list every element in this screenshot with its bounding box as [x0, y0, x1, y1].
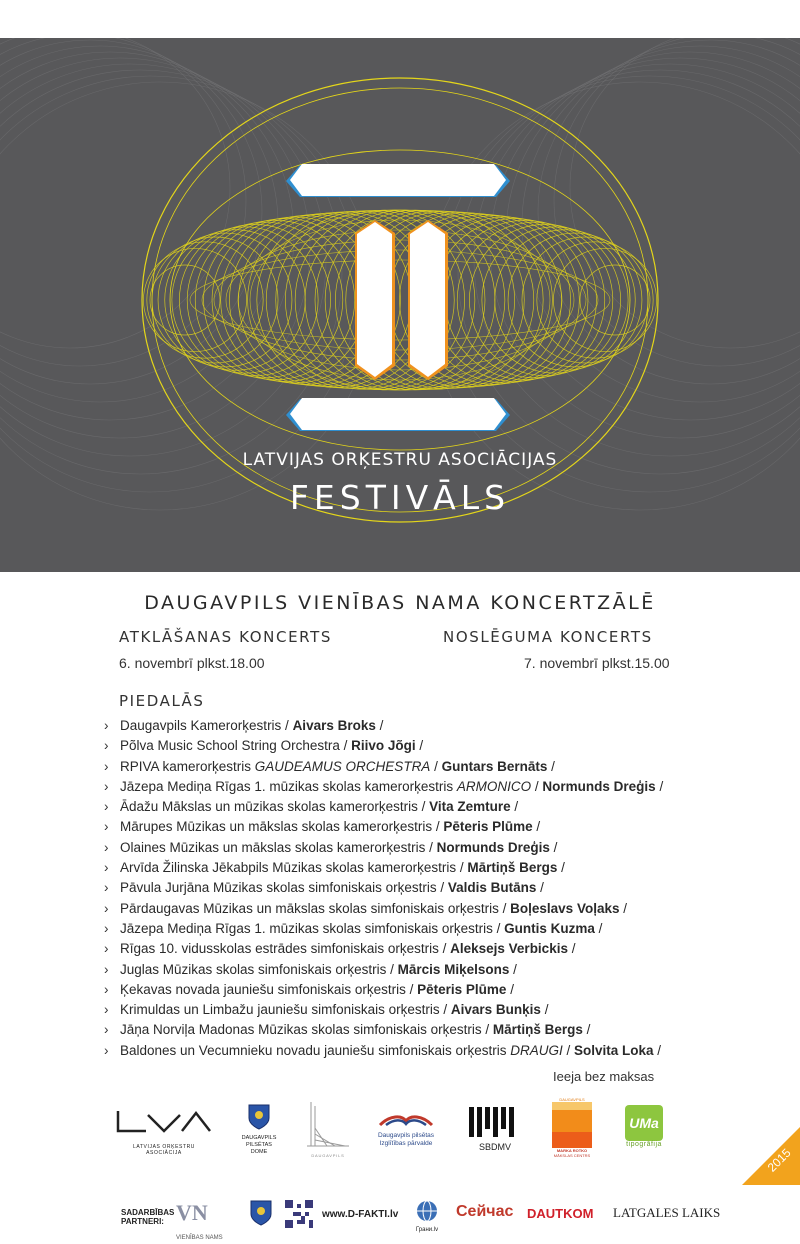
participant-item	[104, 777, 663, 797]
participant-item	[104, 858, 663, 878]
participant-conductor: Mārcis Miķelsons	[397, 961, 510, 977]
participant-trailing-slash: /	[619, 900, 627, 916]
numeral-bottom-bar	[290, 398, 506, 430]
participant-ensemble-name: DRAUGI	[510, 1042, 563, 1058]
chevron-right-icon: ›	[104, 1002, 109, 1018]
uma-mark: UMa	[625, 1105, 663, 1141]
participant-conductor: Pēteris Plūme	[443, 819, 533, 835]
participant-trailing-slash: /	[557, 860, 565, 876]
participant-conductor: Boļeslavs Voļaks	[510, 900, 620, 916]
participant-ensemble: Pāvula Jurjāna Mūzikas skolas simfoniskais orķestris /	[120, 880, 448, 896]
chevron-right-icon: ›	[104, 718, 109, 733]
participant-ensemble: Arvīda Žilinska Jēkabpils Mūzikas skolas kamerorķestris /	[120, 860, 468, 876]
chain-circle	[580, 265, 650, 335]
chevron-right-icon: ›	[104, 1042, 109, 1058]
globe-icon	[416, 1200, 438, 1222]
participant-conductor: Riivo Jõgi	[351, 738, 416, 754]
participant-conductor: Guntars Bernāts	[441, 758, 548, 774]
participant-ensemble: Pārdaugavas Mūzikas un mākslas skolas simfoniskais orķestris /	[120, 900, 511, 916]
participant-item	[104, 919, 663, 939]
participant-ensemble: Daugavpils Kamerorķestris /	[120, 718, 293, 733]
participant-item	[104, 797, 663, 817]
participant-trailing-slash: /	[582, 1022, 591, 1038]
participant-ensemble: Põlva Music School String Orchestra /	[120, 738, 352, 754]
latgales-laiks-logo: LATGALES LAIKS	[613, 1205, 721, 1220]
dome-logo	[239, 1104, 279, 1164]
rothko-top: DAUGAVPILS	[559, 1097, 585, 1102]
vienibas-nams-logo	[176, 1200, 238, 1241]
participant-item	[104, 939, 663, 959]
participant-conductor: Normunds Dreģis	[436, 839, 550, 855]
dautkom-logo: DAUTKOM	[527, 1206, 594, 1221]
izglitibas-caption-1: Daugavpils pilsētas	[377, 1132, 434, 1139]
participant-trailing-slash: /	[655, 778, 664, 794]
participant-trailing-slash: /	[567, 941, 576, 957]
year-badge	[742, 1125, 800, 1185]
participant-separator: /	[531, 778, 543, 794]
participant-trailing-slash: /	[415, 738, 424, 754]
book-icon	[376, 1109, 436, 1127]
chevron-right-icon: ›	[104, 819, 109, 835]
participant-trailing-slash: /	[506, 981, 514, 997]
chevron-right-icon: ›	[104, 799, 109, 815]
participant-conductor: Aleksejs Verbickis	[450, 941, 568, 957]
izglitibas-parvalde-logo	[370, 1109, 442, 1149]
participant-item	[104, 980, 663, 1000]
opening-concert-date: 6. novembrī plkst.18.00	[119, 655, 265, 671]
rothko-caption-1: MARKA ROTKO	[556, 1148, 588, 1153]
outer-ellipse	[152, 88, 648, 512]
chain-circle	[315, 210, 495, 390]
participant-conductor: Valdis Butāns	[447, 880, 537, 896]
daugavpils-caption: DAUGAVPILS	[311, 1153, 345, 1158]
loa-caption: LATVIJAS ORĶESTRU ASOCIĀCIJA	[132, 1144, 196, 1156]
background-ring	[490, 58, 800, 438]
participant-trailing-slash: /	[510, 799, 519, 815]
participant-ensemble: Krimuldas un Limbažu jauniešu simfoniskais orķestris /	[120, 1002, 451, 1018]
participant-ensemble-name: GAUDEAMUS ORCHESTRA	[254, 758, 431, 774]
daugavpils-city-logo	[305, 1100, 351, 1156]
dome-caption-3: DOME	[250, 1149, 268, 1155]
participant-separator: /	[430, 758, 442, 774]
participant-conductor: Mārtiņš Bergs	[467, 860, 558, 876]
festival-title: FESTIVĀLS	[289, 478, 511, 517]
chevron-right-icon: ›	[104, 860, 109, 876]
participant-ensemble: RPIVA kamerorķestris	[120, 758, 255, 774]
chain-circle	[165, 230, 306, 371]
participant-ensemble: Olaines Mūzikas un mākslas skolas kamerorķestris /	[120, 839, 437, 855]
participant-ensemble: Jāzepa Mediņa Rīgas 1. mūzikas skolas kamerorķestris	[120, 778, 457, 794]
participant-trailing-slash: /	[540, 1002, 549, 1018]
dome-caption-1: DAUGAVPILS	[241, 1135, 277, 1141]
chain-circle	[172, 227, 318, 373]
participant-conductor: Guntis Kuzma	[504, 920, 595, 936]
closing-concert-title: NOSLĒGUMA KONCERTS	[443, 628, 653, 646]
participant-item	[104, 736, 663, 756]
rothko-caption-2: MĀKSLAS CENTRS	[553, 1153, 591, 1158]
wave-ellipse	[202, 250, 598, 350]
participant-item	[104, 757, 663, 777]
entry-note: Ieeja bez maksas	[553, 1069, 655, 1084]
chevron-right-icon: ›	[104, 961, 109, 977]
participant-trailing-slash: /	[653, 1042, 662, 1058]
participant-ensemble: Jāņa Norviļa Madonas Mūzikas skolas simfoniskais orķestris /	[120, 1022, 493, 1038]
seichas-logo: Сейчас	[456, 1203, 514, 1220]
participant-ensemble: Rīgas 10. vidusskolas estrādes simfoniskais orķestris /	[120, 941, 451, 957]
dfakti-logo: www.D-FAKTI.lv	[322, 1209, 399, 1220]
vn-mark: VN	[176, 1200, 208, 1225]
venue-title: DAUGAVPILS VIENĪBAS NAMA KONCERTZĀLĒ	[144, 592, 656, 614]
wave-ellipse	[214, 240, 586, 360]
coat-of-arms-icon-small	[250, 1200, 272, 1226]
participant-item	[104, 1041, 663, 1061]
participants-title: PIEDALĀS	[119, 692, 205, 710]
grani-text: Грани.lv	[415, 1227, 439, 1233]
year-text: 2015	[764, 1145, 794, 1175]
numeral-left-pillar	[357, 222, 392, 377]
participants-list	[104, 716, 663, 1061]
wave-ellipse	[238, 220, 562, 380]
participant-trailing-slash: /	[375, 718, 384, 733]
participant-conductor: Aivars Broks	[292, 718, 376, 733]
chevron-right-icon: ›	[104, 738, 109, 754]
rothko-stripe-3	[552, 1132, 592, 1148]
participant-item	[104, 817, 663, 837]
participant-item	[104, 1020, 663, 1040]
participant-trailing-slash: /	[547, 758, 555, 774]
sbdmv-caption: SBDMV	[479, 1142, 512, 1152]
izglitibas-caption-2: Izglītības pārvalde	[379, 1140, 433, 1147]
uma-logo	[618, 1105, 670, 1155]
participant-ensemble-name: ARMONICO	[456, 778, 532, 794]
dome-caption-2: PILSĒTAS	[246, 1142, 272, 1148]
chevron-right-icon: ›	[104, 920, 109, 936]
chevron-right-icon: ›	[104, 981, 109, 997]
uma-caption: tipogrāfija	[626, 1141, 662, 1148]
piano-keys-icon	[469, 1107, 521, 1137]
organization-title: LATVIJAS ORĶESTRU ASOCIĀCIJAS	[242, 450, 558, 470]
participant-conductor: Vita Zemture	[429, 799, 511, 815]
coat-of-arms-icon	[248, 1104, 270, 1130]
qr-code-icon	[285, 1200, 313, 1228]
chain-circle	[257, 212, 433, 388]
city-skyline-icon	[305, 1100, 351, 1148]
chain-circle	[248, 213, 423, 388]
participant-separator: /	[562, 1042, 574, 1058]
participant-ensemble: Baldones un Vecumnieku novadu jauniešu simfoniskais orķestris	[120, 1042, 511, 1058]
wave-ellipse	[190, 260, 610, 340]
rothko-stripe-2	[552, 1110, 592, 1132]
closing-concert-date: 7. novembrī plkst.15.00	[524, 655, 670, 671]
chain-circle	[537, 242, 653, 358]
loa-logo	[116, 1107, 212, 1156]
loa-logo-mark	[116, 1107, 212, 1135]
chain-circle	[378, 213, 553, 388]
participant-ensemble: Juglas Mūzikas skolas simfoniskais orķestris /	[120, 961, 398, 977]
partners-label-2: PARTNERI:	[121, 1217, 164, 1226]
participant-trailing-slash: /	[536, 880, 544, 896]
vn-text: VIENĪBAS NAMS	[176, 1235, 223, 1241]
participant-ensemble: Ādažu Mākslas un mūzikas skolas kamerorķestris /	[120, 799, 430, 815]
participant-ensemble: Ķekavas novada jauniešu simfoniskais orķestris /	[120, 981, 418, 997]
participant-conductor: Solvita Loka	[574, 1042, 654, 1058]
chevron-right-icon: ›	[104, 758, 109, 774]
poster-header	[0, 38, 800, 572]
participant-ensemble: Mārupes Mūzikas un mākslas skolas kamerorķestris /	[120, 819, 444, 835]
participant-conductor: Mārtiņš Bergs	[492, 1022, 583, 1038]
participant-item	[104, 1000, 663, 1020]
chevron-right-icon: ›	[104, 778, 109, 794]
participant-conductor: Aivars Bunķis	[450, 1002, 541, 1018]
participant-item	[104, 960, 663, 980]
opening-concert-title: ATKLĀŠANAS KONCERTS	[119, 628, 332, 646]
participant-item	[104, 838, 663, 858]
qr-code	[285, 1200, 313, 1228]
participant-trailing-slash: /	[532, 819, 541, 835]
participant-item	[104, 878, 663, 898]
rothko-center-logo	[552, 1097, 592, 1161]
chevron-right-icon: ›	[104, 839, 109, 855]
numeral-top-bar	[290, 164, 506, 196]
chain-circle	[147, 242, 263, 358]
rothko-stripe-1	[552, 1102, 592, 1110]
grani-logo	[404, 1200, 450, 1232]
numeral-right-pillar	[410, 222, 445, 377]
chain-circle	[482, 227, 628, 373]
chevron-right-icon: ›	[104, 941, 109, 957]
chain-circle	[150, 265, 220, 335]
partner-coat-of-arms	[250, 1200, 274, 1230]
partners-label	[121, 1208, 174, 1226]
participant-trailing-slash: /	[549, 839, 558, 855]
background-ring	[0, 58, 310, 438]
chevron-right-icon: ›	[104, 880, 109, 896]
participant-conductor: Normunds Dreģis	[542, 778, 656, 794]
participant-trailing-slash: /	[594, 920, 603, 936]
chain-circle	[495, 230, 636, 371]
sbdmv-logo	[469, 1107, 521, 1152]
participant-trailing-slash: /	[509, 961, 517, 977]
participant-ensemble: Jāzepa Mediņa Rīgas 1. mūzikas skolas simfoniskais orķestris /	[120, 920, 505, 936]
participant-item	[104, 716, 663, 736]
participant-item	[104, 899, 663, 919]
chevron-right-icon: ›	[104, 900, 109, 916]
partners-label-1: SADARBĪBAS	[121, 1208, 175, 1217]
participant-conductor: Pēteris Plūme	[417, 981, 507, 997]
chevron-right-icon: ›	[104, 1022, 109, 1038]
